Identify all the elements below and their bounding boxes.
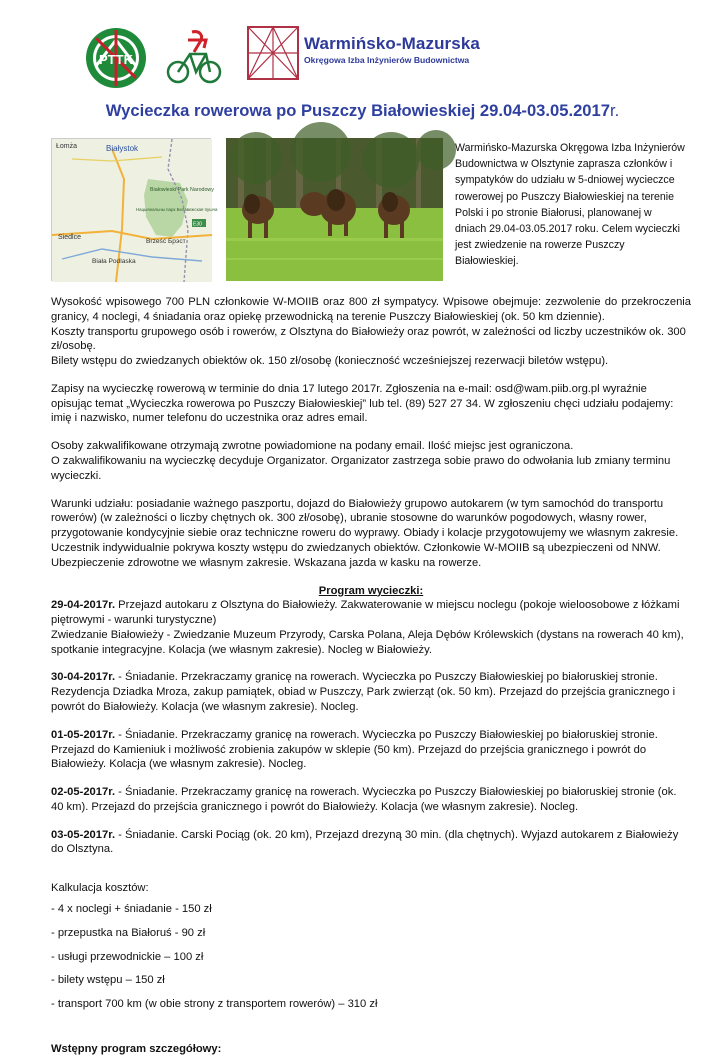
detailed-program-heading: Wstępny program szczegółowy: <box>51 1042 222 1055</box>
pttk-logo-icon <box>84 26 148 90</box>
conditions-section: Warunki udziału: posiadanie ważnego paszportu, dojazd do Białowieży grupowo autokarem (w tym samochód do transportu rowerów) (w zależności o liczby chętnych ok. 300 zł/osobę), ubranie stosowne do warunków pogodowych, własny rower, przygotowanie kondycyjnie siebie oraz techniczne roweru do wyprawy. Obiady i kolacje przygotowujemy we własnym zakresie. Uczestnik indywidualnie pokrywa koszty wstępu do zwiedzanych obiektów. Członkowie W-MOIIB są ubezpieczeni od NNW. Ubezpieczenie zdrowotne we własnym zakresie. Wskazana jazda w kasku na rowerze. <box>51 497 679 569</box>
cost-item: - 4 x noclegi + śniadanie - 150 zł <box>51 903 212 915</box>
org-title: Warmińsko-Mazurska <box>304 34 480 53</box>
program-day-extra: Zwiedzanie Białowieży - Zwiedzanie Muzeum Przyrody, Carska Polana, Aleja Dębów Królewskich (dystans na rowerach 40 km), spotkanie integracyjne. Kolacja (we własnym zakresie). Nocleg w Białowieży. <box>51 628 684 656</box>
map-label: Łomża <box>56 143 78 150</box>
program-day-text: Przejazd autokaru z Olsztyna do Białowieży. Zakwaterowanie w miejscu noclegu (pokoje wieloosobowe z łóżkami piętrowymi - warunki turystyczne) <box>51 599 680 627</box>
pttk-logo-text: PTTK <box>99 52 133 67</box>
fees-section <box>51 295 691 369</box>
registration-line: Zapisy na wycieczkę rowerową w terminie do dnia 17 lutego 2017r. Zgłoszenia na e-mail: osd@wam.piib.org.pl wyraźnie opisując temat „Wycieczka rowerowa po Puszczy Białowieskiej” lub tel. (89) 527 27 34. W zgłoszeniu chęci udziału podajemy: <box>51 382 674 410</box>
fees-line: Bilety wstępu do zwiedzanych obiektów ok. 150 zł/osobę (konieczność wcześniejszej rezerwacji biletów wstępu). <box>51 355 609 368</box>
cost-item: - bilety wstępu – 150 zł <box>51 974 165 987</box>
route-map <box>51 138 218 281</box>
program-title: Program wycieczki: <box>318 584 424 597</box>
map-label: Białystok <box>106 144 139 153</box>
program-day <box>51 728 691 772</box>
map-label: Нацыянальны парк Белавежская пушча <box>136 207 218 212</box>
org-subtitle: Okręgowa Izba Inżynierów Budownictwa <box>304 55 470 65</box>
document-body <box>51 295 691 1057</box>
program-day-date: 30-04-2017r. <box>51 671 116 684</box>
registration-section <box>51 382 691 426</box>
program-day <box>51 598 691 657</box>
program-day <box>51 785 691 815</box>
page-title-text: Wycieczka rowerowa po Puszczy Białowieskiej 29.04-03.05.2017 <box>105 101 610 120</box>
program-day-text: - Śniadanie. Przekraczamy granicę na rowerach. Wycieczka po Puszczy Białowieskiej po białoruskiej stronie (ok. 40 km). Przejazd do przejścia granicznego i powrót do Białowieży. Kolacja (we własnym zakresie). Nocleg. <box>51 786 677 813</box>
map-label: Biała Podlaska <box>92 258 136 265</box>
map-label: Białowieski Park Narodowy <box>150 187 214 193</box>
program-day-text: - Śniadanie. Przekraczamy granicę na rowerach. Wycieczka po Puszczy Białowieskiej po białoruskiej stronie. Rezydencja Dziadka Mroza, zakup pamiątek, obiad w Puszczy, Park zwierząt (ok. 50 km). Przejazd do przejścia granicznego i powrót do Białowieży. Kolacja (we własnym zakresie). Nocleg. <box>51 671 676 713</box>
letterhead <box>0 22 725 87</box>
page-title <box>0 100 725 122</box>
intro-paragraph: Warmińsko-Mazurska Okręgowa Izba Inżynierów Budownictwa w Olsztynie zaprasza członków i sympatyków do udziału w 5-dniowej wycieczce rowerowej po Puszczy Białowieskiej na terenie Polski i po stronie Białorusi, planowanej w dniach 29.04-03.05.2017 roku. Celem wycieczki jest zwiedzenie na rowerze Puszczy Białowieskiej. <box>455 142 685 268</box>
map-road-label: E30 <box>193 221 202 228</box>
fees-line: Koszty transportu grupowego osób i rowerów, z Olsztyna do Białowieży oraz powrót, w zależności od liczby uczestników ok. 300 zł/osobę. <box>51 325 686 353</box>
map-label: Brześć Брэст <box>146 238 186 245</box>
program-day-text: - Śniadanie. Przekraczamy granicę na rowerach. Wycieczka po Puszczy Białowieskiej po białoruskiej stronie. Przejazd do Kamieniuk i możliwość zrobienia zakupów w sklepie (50 km). Przejazd do przejścia granicznego i powrót do Białowieży. Kolacja (we własnym zakresie). Nocleg. <box>51 728 658 771</box>
qualification-section <box>51 439 691 483</box>
wm-oiib-logo-icon <box>247 26 299 80</box>
fees-line: Wysokość wpisowego 700 PLN członkowie W-MOIIB oraz 800 zł sympatycy. Wpisowe obejmuje: zezwolenie do przekroczenia granicy, 4 noclegi, 4 śniadania oraz opiekę przewodnicką na terenie Puszczy Białowieskiej (ok. 50 km dziennie). <box>51 296 691 323</box>
cost-item: - przepustka na Białoruś - 90 zł <box>51 926 206 939</box>
program-day-text: - Śniadanie. Carski Pociąg (ok. 20 km), Przejazd drezyną 30 min. (dla chętnych). Wyjazd autokarem z Białowieży do Olsztyna. <box>51 828 679 856</box>
bison-photo-graphic <box>226 138 443 281</box>
page-title-suffix: r. <box>610 101 620 120</box>
qualification-line: O zakwalifikowaniu na wycieczkę decyduje Organizator. Organizator zastrzega sobie prawo do odwołania lub zmiany terminu wycieczki. <box>51 455 671 482</box>
program-day-date: 29-04-2017r. <box>51 599 116 612</box>
bison-photo <box>226 138 443 281</box>
cost-item: - usługi przewodnickie – 100 zł <box>51 950 204 963</box>
program-day-date: 01-05-2017r. <box>51 728 116 741</box>
registration-line: imię i nazwisko, numer telefonu do uczestnika oraz adres email. <box>51 412 368 425</box>
program-day <box>51 670 691 714</box>
cost-item: - transport 700 km (w obie strony z transportem rowerów) – 310 zł <box>51 998 378 1011</box>
map-graphic <box>52 139 218 282</box>
qualification-line: Osoby zakwalifikowane otrzymają zwrotne powiadomione na podany email. Ilość miejsc jest ograniczona. <box>51 440 574 453</box>
bicycle-logo-icon <box>166 26 224 88</box>
program-day-date: 03-05-2017r. <box>51 828 116 841</box>
map-label: Siedlce <box>58 234 81 241</box>
program-day <box>51 828 691 858</box>
program-day-date: 02-05-2017r. <box>51 786 116 799</box>
costs-label: Kalkulacja kosztów: <box>51 882 149 895</box>
